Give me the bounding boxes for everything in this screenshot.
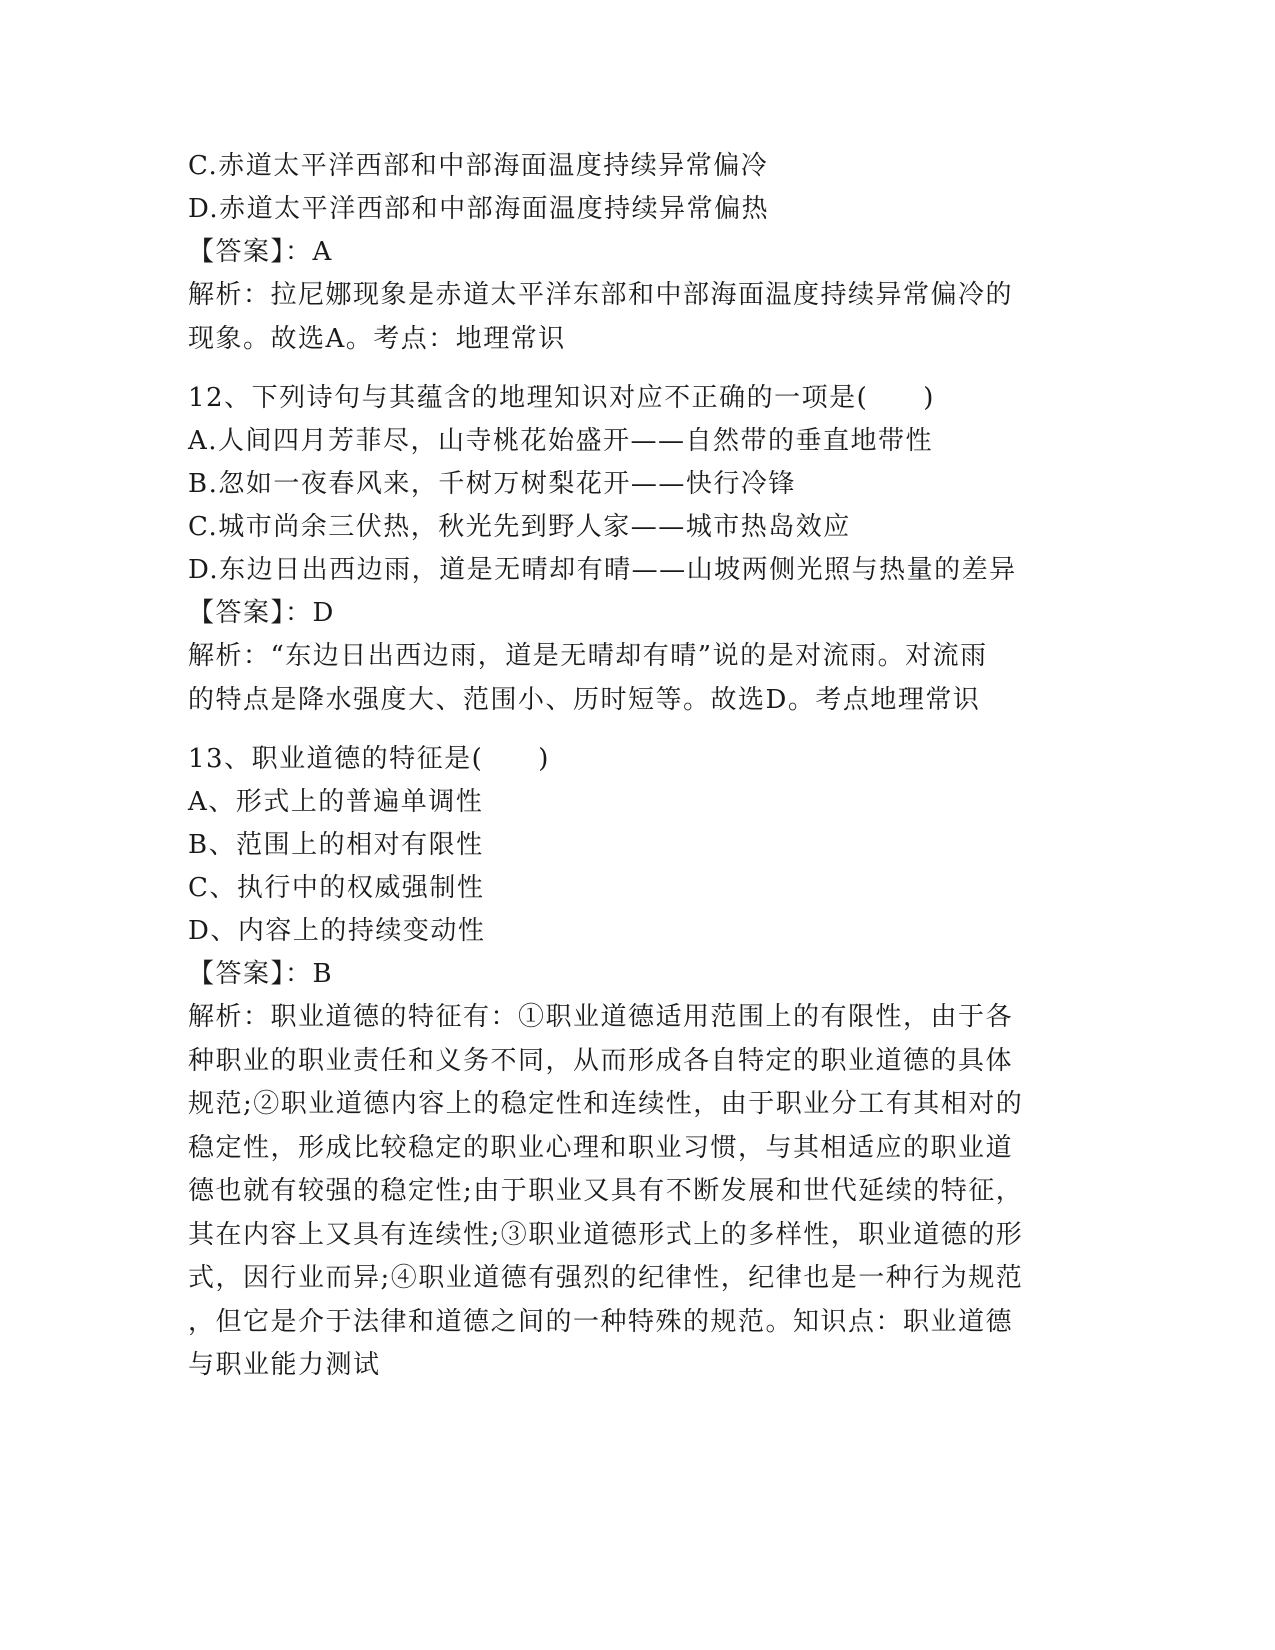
q13-option-b: B、范围上的相对有限性 [188,830,484,860]
q13-analysis-line: 稳定性，形成比较稳定的职业心理和职业习惯，与其相适应的职业道 [188,1132,1014,1163]
q12-option-d: D.东边日出西边雨，道是无晴却有晴——山坡两侧光照与热量的差异 [188,555,1017,585]
q11-analysis [188,274,1068,361]
q11-analysis-line: 现象。故选A。考点：地理常识 [188,323,566,354]
q11-option-c: C.赤道太平洋西部和中部海面温度持续异常偏冷 [188,151,769,181]
q11-analysis-line: 解析：拉尼娜现象是赤道太平洋东部和中部海面温度持续异常偏冷的 [188,280,1014,310]
q13-analysis-line: ，但它是介于法律和道德之间的一种特殊的规范。知识点：职业道德 [188,1306,1014,1337]
q12-option-a: A.人间四月芳菲尽，山寺桃花始盛开——自然带的垂直地带性 [188,426,934,456]
q13-answer: 【答案】：B [188,959,334,989]
q11-option-d: D.赤道太平洋西部和中部海面温度持续异常偏热 [188,194,770,224]
q13-option-d: D、内容上的持续变动性 [188,916,486,946]
q12-analysis-line: 解析：“东边日出西边雨，道是无晴却有晴”说的是对流雨。对流雨 [188,641,988,671]
q11-answer: 【答案】：A [188,237,333,267]
q13-analysis-line: 式，因行业而异;④职业道德有强烈的纪律性，纪律也是一种行为规范 [188,1263,1024,1293]
q13-analysis-line: 解析：职业道德的特征有：①职业道德适用范围上的有限性，由于各 [188,1002,1014,1032]
q13-option-a: A、形式上的普遍单调性 [188,787,484,817]
q12-analysis-line: 的特点是降水强度大、范围小、历时短等。故选D。考点地理常识 [188,684,981,715]
q12-option-b: B.忽如一夜春风来，千树万树梨花开——快行冷锋 [188,469,796,499]
q13-analysis-line: 其在内容上又具有连续性;③职业道德形式上的多样性，职业道德的形 [188,1219,1024,1250]
q13-stem: 13、职业道德的特征是( ) [188,744,550,774]
q12-answer: 【答案】：D [188,598,335,628]
q13-analysis-line: 德也就有较强的稳定性;由于职业又具有不断发展和世代延续的特征， [188,1176,1024,1206]
q13-analysis-line: 与职业能力测试 [188,1350,381,1380]
document-page [188,145,1068,1388]
q13-analysis-line: 种职业的职业责任和义务不同，从而形成各自特定的职业道德的具体 [188,1045,1014,1076]
q13-analysis [188,996,1068,1388]
q13-option-c: C、执行中的权威强制性 [188,873,485,903]
q12-option-c: C.城市尚余三伏热，秋光先到野人家——城市热岛效应 [188,512,851,542]
q12-stem: 12、下列诗句与其蕴含的地理知识对应不正确的一项是( ) [188,383,935,413]
q12-analysis [188,635,1068,722]
q13-analysis-line: 规范;②职业道德内容上的稳定性和连续性，由于职业分工有其相对的 [188,1089,1024,1119]
